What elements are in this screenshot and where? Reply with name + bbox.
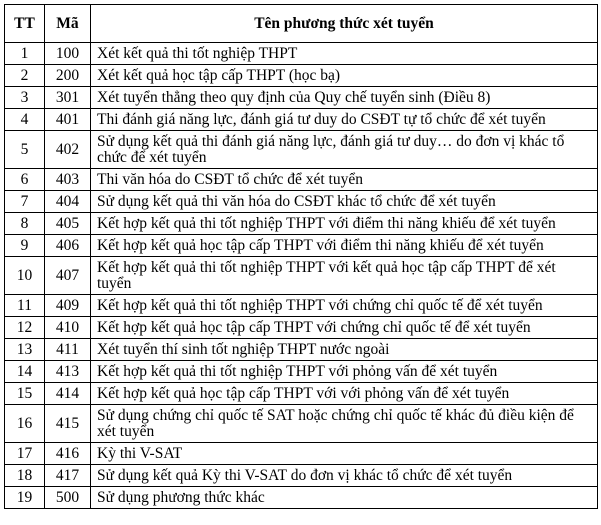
header-row <box>5 5 598 43</box>
method-code: 404 <box>45 191 91 213</box>
row-number: 12 <box>5 317 45 339</box>
method-code: 407 <box>45 257 91 295</box>
table-row <box>5 465 598 487</box>
method-code: 410 <box>45 317 91 339</box>
row-number: 13 <box>5 339 45 361</box>
row-number: 14 <box>5 361 45 383</box>
method-code: 500 <box>45 487 91 509</box>
table-row <box>5 383 598 405</box>
table-row <box>5 361 598 383</box>
row-number: 7 <box>5 191 45 213</box>
admission-methods-table <box>4 4 598 509</box>
table-row <box>5 169 598 191</box>
method-name: Thi đánh giá năng lực, đánh giá tư duy do CSĐT tự tổ chức để xét tuyển <box>91 109 598 131</box>
method-name: Xét tuyển thí sinh tốt nghiệp THPT nước ngoài <box>91 339 598 361</box>
method-code: 413 <box>45 361 91 383</box>
method-name: Kỳ thi V-SAT <box>91 443 598 465</box>
row-number: 3 <box>5 87 45 109</box>
row-number: 4 <box>5 109 45 131</box>
method-code: 415 <box>45 405 91 443</box>
method-code: 414 <box>45 383 91 405</box>
method-code: 405 <box>45 213 91 235</box>
table-row <box>5 443 598 465</box>
row-number: 17 <box>5 443 45 465</box>
method-name: Kết hợp kết quả thi tốt nghiệp THPT với kết quả học tập cấp THPT để xét tuyển <box>91 257 598 295</box>
header-method-name: Tên phương thức xét tuyển <box>91 5 598 43</box>
table-row <box>5 317 598 339</box>
table-row <box>5 65 598 87</box>
row-number: 16 <box>5 405 45 443</box>
table-row <box>5 339 598 361</box>
row-number: 19 <box>5 487 45 509</box>
table-row <box>5 235 598 257</box>
method-code: 416 <box>45 443 91 465</box>
row-number: 9 <box>5 235 45 257</box>
method-code: 200 <box>45 65 91 87</box>
row-number: 6 <box>5 169 45 191</box>
row-number: 11 <box>5 295 45 317</box>
method-name: Kết hợp kết quả học tập cấp THPT với chứng chỉ quốc tế để xét tuyển <box>91 317 598 339</box>
table-header <box>5 5 598 43</box>
row-number: 18 <box>5 465 45 487</box>
method-name: Kết hợp kết quả học tập cấp THPT với điểm thi năng khiếu để xét tuyển <box>91 235 598 257</box>
method-name: Kết hợp kết quả học tập cấp THPT với với phỏng vấn để xét tuyển <box>91 383 598 405</box>
method-code: 100 <box>45 43 91 65</box>
row-number: 10 <box>5 257 45 295</box>
method-code: 409 <box>45 295 91 317</box>
table-row <box>5 487 598 509</box>
row-number: 1 <box>5 43 45 65</box>
table-row <box>5 213 598 235</box>
row-number: 8 <box>5 213 45 235</box>
method-code: 401 <box>45 109 91 131</box>
row-number: 2 <box>5 65 45 87</box>
table-row <box>5 257 598 295</box>
method-code: 417 <box>45 465 91 487</box>
method-name: Sử dụng kết quả thi đánh giá năng lực, đánh giá tư duy… do đơn vị khác tổ chức để xét tuyển <box>91 131 598 169</box>
method-name: Kết hợp kết quả thi tốt nghiệp THPT với điểm thi năng khiếu để xét tuyển <box>91 213 598 235</box>
table-row <box>5 43 598 65</box>
method-name: Sử dụng kết quả thi văn hóa do CSĐT khác tổ chức để xét tuyển <box>91 191 598 213</box>
method-code: 402 <box>45 131 91 169</box>
table-row <box>5 295 598 317</box>
method-name: Sử dụng chứng chỉ quốc tế SAT hoặc chứng chỉ quốc tế khác đủ điều kiện để xét tuyển <box>91 405 598 443</box>
row-number: 5 <box>5 131 45 169</box>
row-number: 15 <box>5 383 45 405</box>
header-code: Mã <box>45 5 91 43</box>
method-code: 411 <box>45 339 91 361</box>
table-body <box>5 43 598 509</box>
table-row <box>5 87 598 109</box>
table-row <box>5 131 598 169</box>
method-name: Sử dụng kết quả Kỳ thi V-SAT do đơn vị khác tổ chức để xét tuyển <box>91 465 598 487</box>
method-name: Kết hợp kết quả thi tốt nghiệp THPT với chứng chỉ quốc tế để xét tuyển <box>91 295 598 317</box>
method-code: 301 <box>45 87 91 109</box>
method-name: Xét kết quả thi tốt nghiệp THPT <box>91 43 598 65</box>
method-name: Sử dụng phương thức khác <box>91 487 598 509</box>
method-name: Kết hợp kết quả thi tốt nghiệp THPT với phỏng vấn để xét tuyển <box>91 361 598 383</box>
header-tt: TT <box>5 5 45 43</box>
method-name: Xét tuyển thẳng theo quy định của Quy chế tuyển sinh (Điều 8) <box>91 87 598 109</box>
method-code: 403 <box>45 169 91 191</box>
method-name: Xét kết quả học tập cấp THPT (học bạ) <box>91 65 598 87</box>
method-code: 406 <box>45 235 91 257</box>
table-row <box>5 405 598 443</box>
method-name: Thi văn hóa do CSĐT tổ chức để xét tuyển <box>91 169 598 191</box>
table-row <box>5 109 598 131</box>
table-row <box>5 191 598 213</box>
